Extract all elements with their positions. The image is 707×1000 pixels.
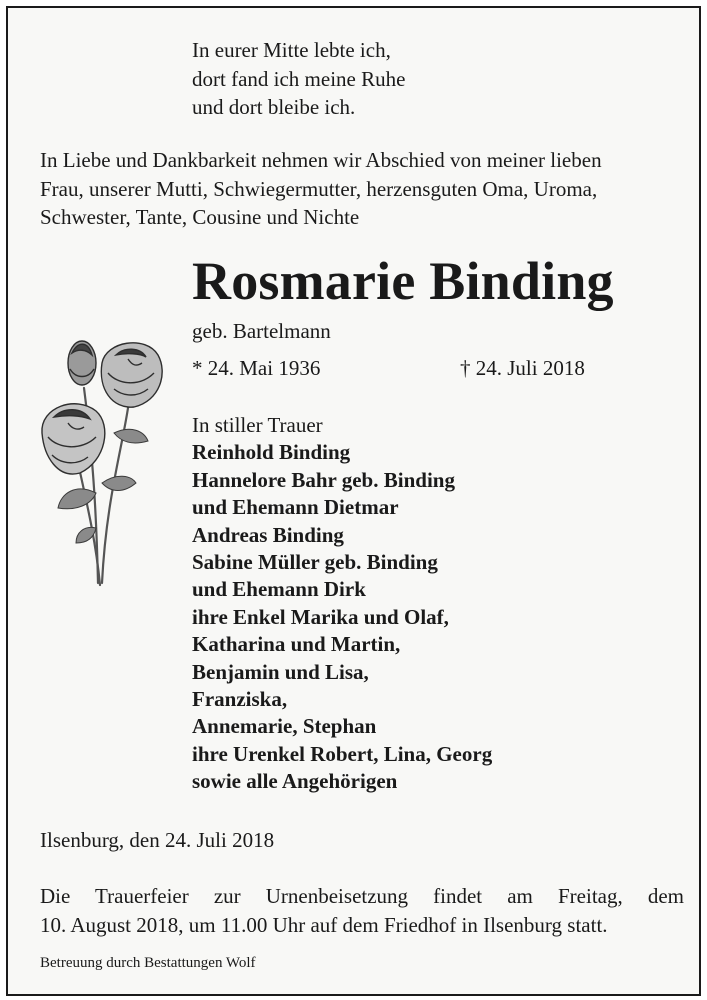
undertaker-credit: Betreuung durch Bestattungen Wolf xyxy=(40,955,256,971)
mourners-heading: In stiller Trauer xyxy=(192,413,323,437)
intro-line: Frau, unserer Mutti, Schwiegermutter, herzensguten Oma, Uroma, xyxy=(40,176,598,201)
mourner-name: Reinhold Binding xyxy=(192,440,351,465)
intro-line: Schwester, Tante, Cousine und Nichte xyxy=(40,205,360,229)
intro-text xyxy=(40,146,686,232)
service-notice xyxy=(40,882,684,940)
mourner-name: Benjamin und Lisa, xyxy=(192,659,369,684)
mourner-name: und Ehemann Dirk xyxy=(192,577,366,602)
mourner-name: sowie alle Angehörigen xyxy=(192,769,398,794)
birth-date: * 24. Mai 1936 xyxy=(192,356,321,380)
poem-line: dort fand ich meine Ruhe xyxy=(192,66,406,91)
service-line: 10. August 2018, um 11.00 Uhr auf dem Friedhof in Ilsenburg statt. xyxy=(40,913,608,937)
death-date: † 24. Juli 2018 xyxy=(460,356,585,380)
mourner-name: ihre Enkel Marika und Olaf, xyxy=(192,604,449,629)
mourner-name: Franziska, xyxy=(192,687,288,712)
roses-illustration-icon xyxy=(36,333,176,588)
place-and-date: Ilsenburg, den 24. Juli 2018 xyxy=(40,828,275,852)
mourners-list xyxy=(192,412,492,796)
maiden-name: geb. Bartelmann xyxy=(192,319,331,343)
poem-line: In eurer Mitte lebte ich, xyxy=(192,38,391,62)
service-line: Die Trauerfeier zur Urnenbeisetzung findet am Freitag, dem xyxy=(40,884,684,908)
intro-line: In Liebe und Dankbarkeit nehmen wir Abschied von meiner lieben xyxy=(40,148,602,172)
poem-line: und dort bleibe ich. xyxy=(192,95,356,119)
mourner-name: und Ehemann Dietmar xyxy=(192,495,399,520)
mourner-name: Katharina und Martin, xyxy=(192,632,401,657)
mourner-name: Sabine Müller geb. Binding xyxy=(192,550,438,575)
mourner-name: Hannelore Bahr geb. Binding xyxy=(192,467,455,492)
mourner-name: Annemarie, Stephan xyxy=(192,714,377,739)
poem xyxy=(192,36,405,122)
obituary-frame xyxy=(6,6,701,996)
mourner-name: ihre Urenkel Robert, Lina, Georg xyxy=(192,741,493,766)
deceased-name: Rosmarie Binding xyxy=(192,251,614,311)
mourner-name: Andreas Binding xyxy=(192,522,344,547)
